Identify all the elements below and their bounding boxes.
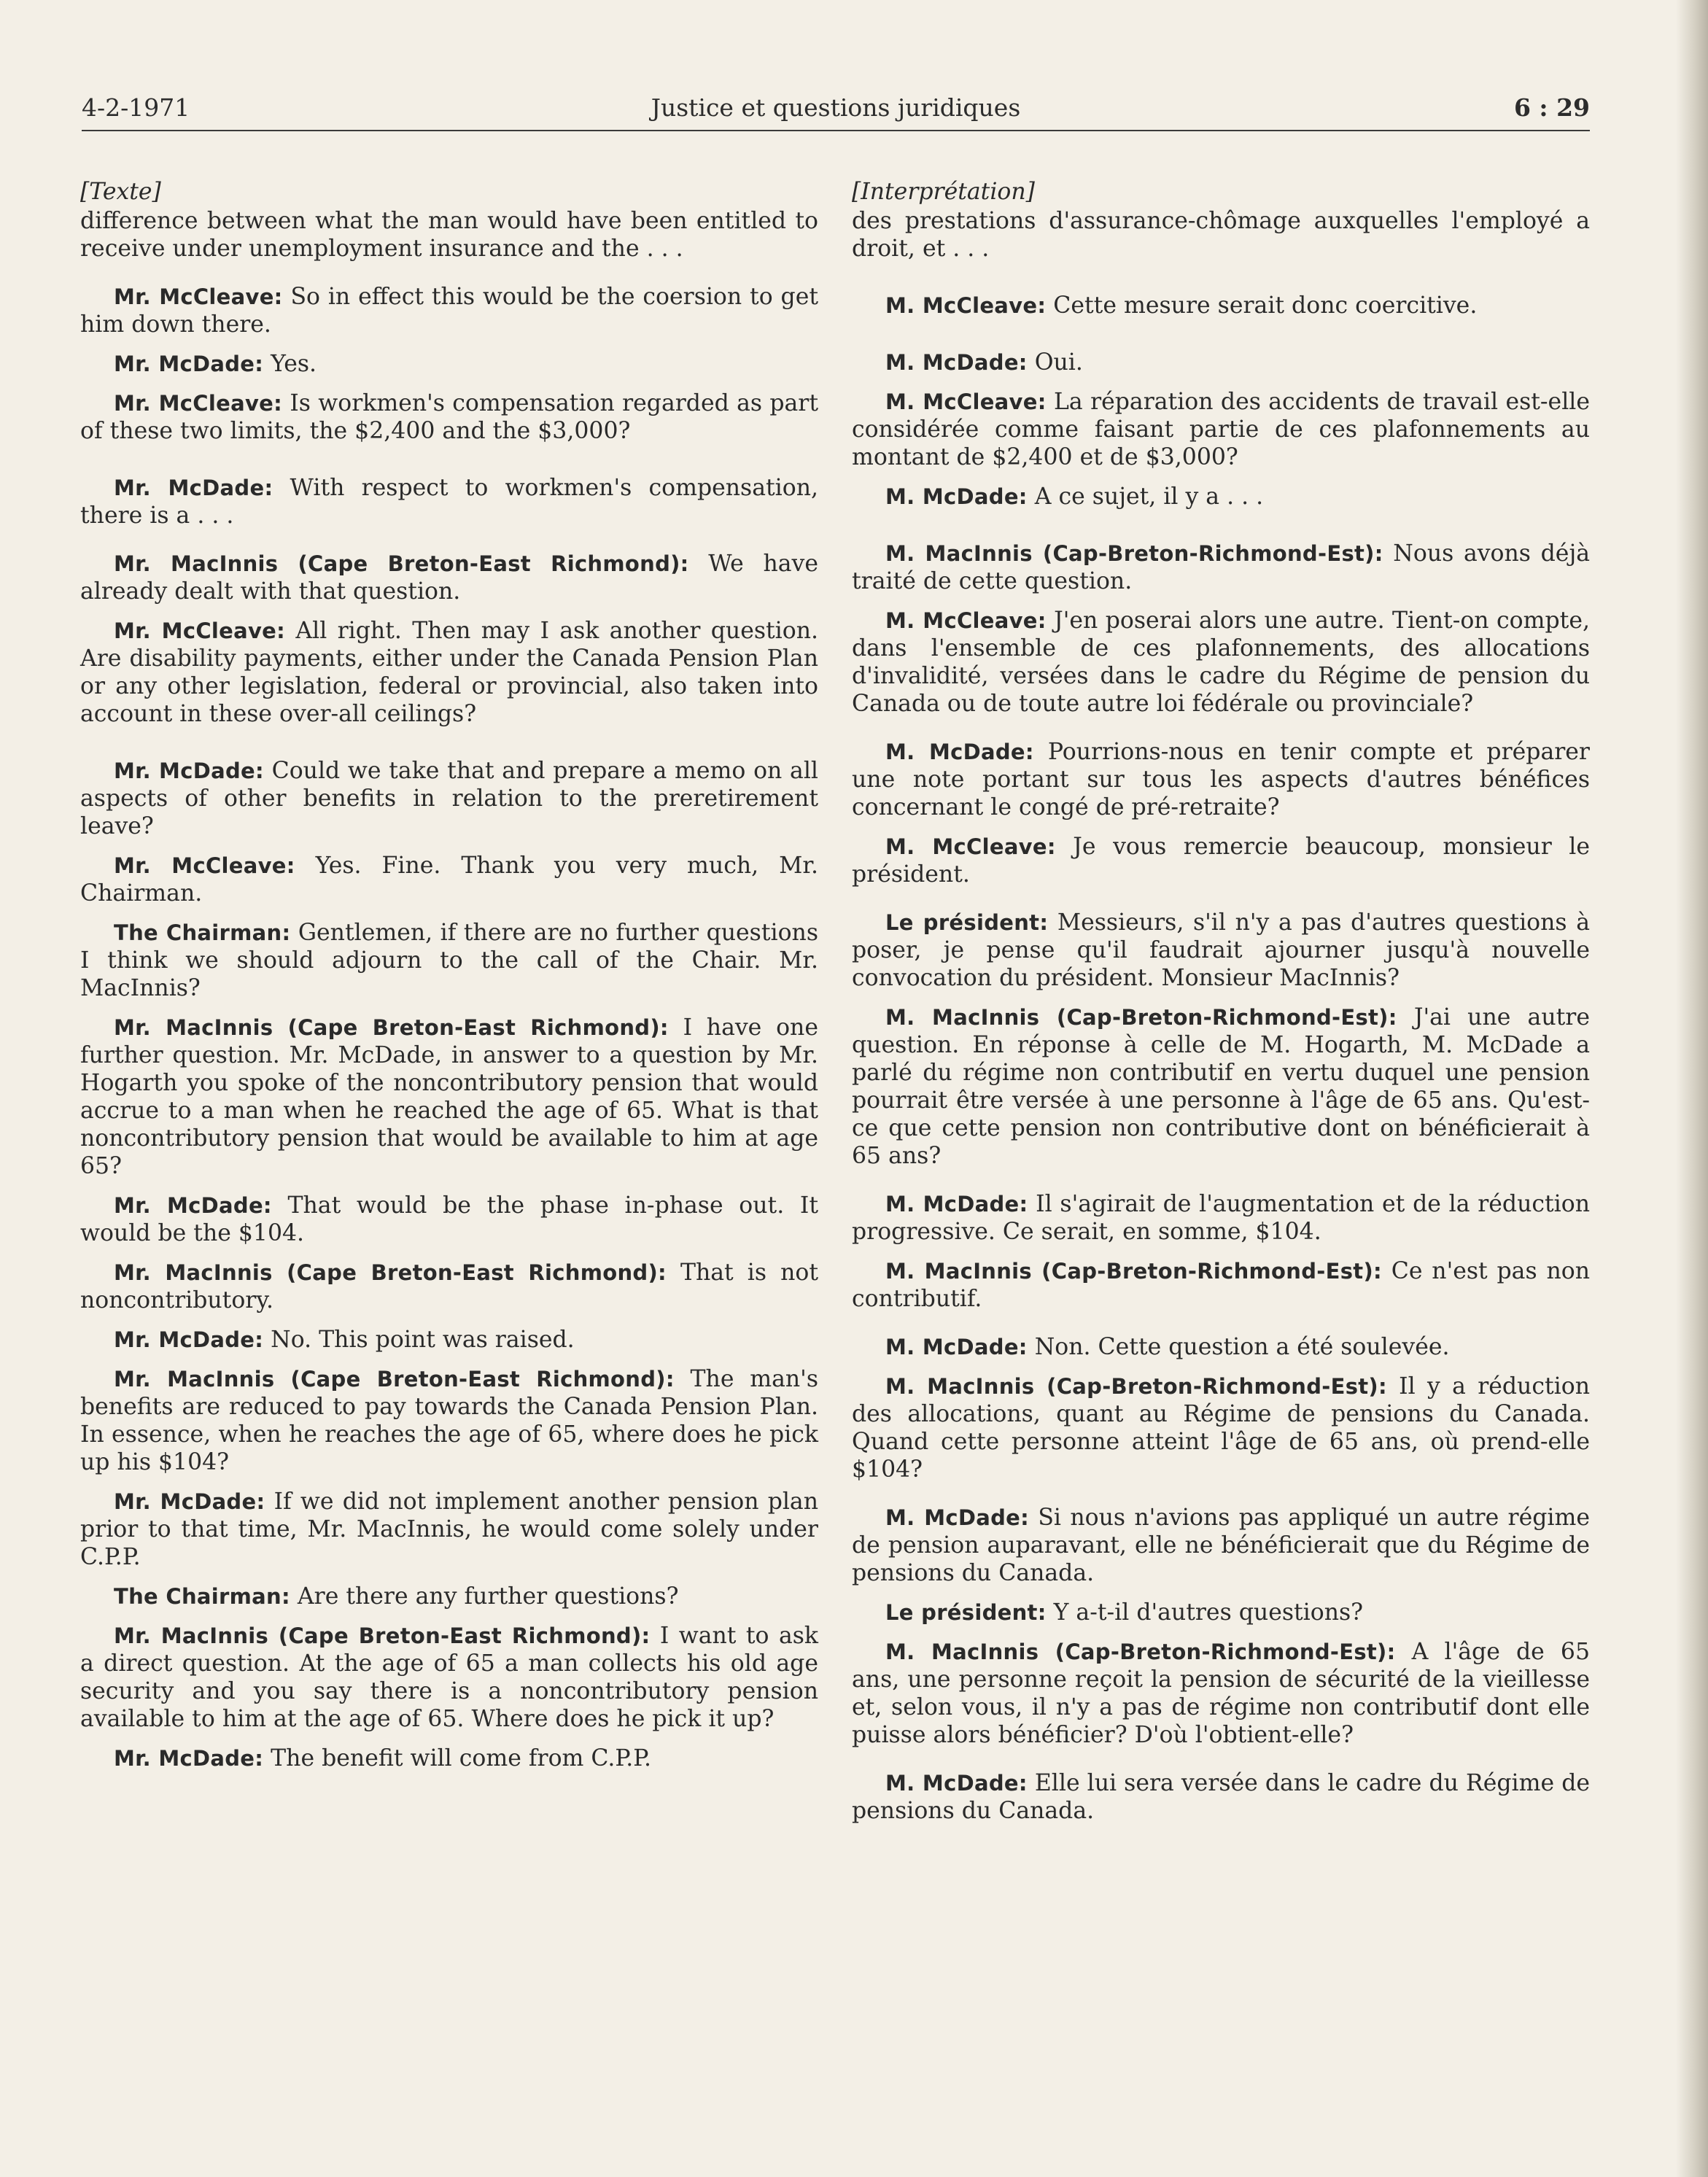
paragraph: M. MacInnis (Cap-Breton-Richmond-Est): Il y a réduction des allocations, quant au Régime de pensions du Canada. Quand cette personne atteint l'âge de 65 ans, où prend-elle $104? (852, 1373, 1590, 1483)
speaker-name: M. McDade: (885, 350, 1028, 375)
paragraph: M. McCleave: Je vous remercie beaucoup, monsieur le président. (852, 834, 1590, 888)
paragraph: Mr. McDade: With respect to workmen's compensation, there is a . . . (80, 475, 818, 529)
speaker-name: Mr. MacInnis (Cape Breton-East Richmond): (114, 1015, 669, 1040)
speaker-name: M. McDade: (885, 740, 1034, 764)
paragraph: Mr. McDade: Could we take that and prepare a memo on all aspects of other benefits in relation to the preretirement leave? (80, 758, 818, 839)
speaker-name: Mr. MacInnis (Cape Breton-East Richmond): (114, 551, 689, 576)
paragraph: M. McDade: Pourrions-nous en tenir compte et préparer une note portant sur tous les aspects d'autres bénéfices concernant le congé de pré-retraite? (852, 739, 1590, 820)
paragraph: M. McDade: Si nous n'avions pas appliqué un autre régime de pension auparavant, elle ne bénéficierait que du Régime de pensions du Canada. (852, 1505, 1590, 1586)
left-column-english (80, 178, 818, 1772)
paragraph: Mr. McDade: That would be the phase in-phase out. It would be the $104. (80, 1192, 818, 1246)
speaker-name: Mr. MacInnis (Cape Breton-East Richmond): (114, 1260, 667, 1285)
paragraph: Mr. McDade: No. This point was raised. (114, 1327, 575, 1353)
speaker-name: M. McDade: (885, 1192, 1028, 1216)
paragraph: M. McCleave: J'en poserai alors une autre. Tient-on compte, dans l'ensemble de ces plafonnements, des allocations d'invalidité, versées dans le cadre du Régime de pension du Canada ou de toute autre loi fédérale ou provinciale? (852, 608, 1590, 717)
speaker-name: M. McDade: (885, 484, 1028, 509)
speaker-name: M. McCleave: (885, 293, 1047, 318)
paragraph: Mr. McCleave: All right. Then may I ask another question. Are disability payments, either under the Canada Pension Plan or any other legislation, federal or provincial, also taken into account in these over-all ceilings? (80, 618, 818, 727)
paragraph: M. MacInnis (Cap-Breton-Richmond-Est): A l'âge de 65 ans, une personne reçoit la pension de sécurité de la vieillesse et, selon vous, il n'y a pas de régime non contributif dont elle puisse alors bénéficier? D'où l'obtient-elle? (852, 1639, 1590, 1748)
speaker-name: Le président: (885, 910, 1049, 935)
paragraph: Mr. McCleave: Is workmen's compensation regarded as part of these two limits, the $2,400 and the $3,000? (80, 390, 818, 444)
paragraph: M. McDade: Non. Cette question a été soulevée. (885, 1334, 1450, 1360)
speaker-name: Le président: (885, 1600, 1047, 1625)
header-title: Justice et questions juridiques (651, 93, 1021, 122)
paragraph: Le président: Messieurs, s'il n'y a pas d'autres questions à poser, je pense qu'il faudrait ajourner jusqu'à nouvelle convocation du président. Monsieur MacInnis? (852, 909, 1590, 991)
paragraph: Mr. MacInnis (Cape Breton-East Richmond): We have already dealt with that question. (80, 551, 818, 605)
paragraph: M. MacInnis (Cap-Breton-Richmond-Est): J'ai une autre question. En réponse à celle de M. Hogarth, M. McDade a parlé du régime non contributif en vertu duquel une pension pourrait être versée à une personne à l'âge de 65 ans. Qu'est-ce que cette pension non contributive dont on bénéficierait à 65 ans? (852, 1004, 1590, 1169)
speaker-name: M. McCleave: (885, 834, 1056, 859)
speaker-name: M. MacInnis (Cap-Breton-Richmond-Est): (885, 541, 1383, 566)
speaker-name: Mr. McDade: (114, 1489, 265, 1514)
speaker-name: The Chairman: (114, 1584, 290, 1609)
paragraph: M. McDade: Oui. (885, 349, 1083, 376)
paragraph: M. MacInnis (Cap-Breton-Richmond-Est): Ce n'est pas non contributif. (852, 1258, 1590, 1312)
speaker-name: Mr. McDade: (114, 352, 264, 376)
paragraph: Mr. McDade: The benefit will come from C.P.P. (114, 1745, 652, 1772)
header-page-number: 6 : 29 (1513, 93, 1590, 122)
paragraph: M. McDade: A ce sujet, il y a . . . (885, 484, 1264, 510)
right-column-french (852, 178, 1590, 1825)
page-binding-edge (1676, 0, 1708, 2177)
speaker-name: M. MacInnis (Cap-Breton-Richmond-Est): (885, 1374, 1387, 1399)
speaker-name: M. MacInnis (Cap-Breton-Richmond-Est): (885, 1639, 1396, 1664)
speaker-name: Mr. McCleave: (114, 391, 283, 416)
paragraph: The Chairman: Gentlemen, if there are no further questions I think we should adjourn to the call of the Chair. Mr. MacInnis? (80, 920, 818, 1001)
speaker-name: M. McCleave: (885, 608, 1047, 633)
speaker-name: Mr. McDade: (114, 476, 273, 500)
paragraph: Mr. MacInnis (Cape Breton-East Richmond): I want to ask a direct question. At the age of 65 a man collects his old age security and you say there is a noncontributory pension available to him at the age of 65. Where does he pick it up? (80, 1623, 818, 1732)
speaker-name: M. McDade: (885, 1771, 1028, 1796)
speaker-name: M. MacInnis (Cap-Breton-Richmond-Est): (885, 1259, 1382, 1284)
paragraph: M. McCleave: La réparation des accidents de travail est-elle considérée comme faisant partie de ces plafonnements au montant de $2,400 et de $3,000? (852, 389, 1590, 470)
language-tag: [Texte] (80, 179, 161, 205)
speaker-name: M. McCleave: (885, 389, 1047, 414)
header-date: 4-2-1971 (82, 93, 190, 122)
speaker-name: Mr. McDade: (114, 758, 264, 783)
speaker-name: M. McDade: (885, 1335, 1028, 1359)
speaker-name: Mr. McCleave: (114, 284, 283, 309)
speaker-name: Mr. McDade: (114, 1193, 272, 1218)
speaker-name: Mr. MacInnis (Cape Breton-East Richmond): (114, 1367, 675, 1392)
paragraph: M. McDade: Elle lui sera versée dans le cadre du Régime de pensions du Canada. (852, 1770, 1590, 1824)
paragraph: M. McCleave: Cette mesure serait donc coercitive. (885, 292, 1478, 319)
paragraph: des prestations d'assurance-chômage auxquelles l'employé a droit, et . . . (852, 208, 1590, 262)
paragraph: Mr. MacInnis (Cape Breton-East Richmond): The man's benefits are reduced to pay towards the Canada Pension Plan. In essence, when he reaches the age of 65, where does he pick up his $104? (80, 1366, 818, 1475)
speaker-name: M. MacInnis (Cap-Breton-Richmond-Est): (885, 1005, 1397, 1030)
paragraph: Mr. MacInnis (Cape Breton-East Richmond): That is not noncontributory. (80, 1260, 818, 1313)
speaker-name: Mr. McDade: (114, 1327, 264, 1352)
paragraph: Mr. MacInnis (Cape Breton-East Richmond): I have one further question. Mr. McDade, in answer to a question by Mr. Hogarth you spoke of the noncontributory pension that would accrue to a man when he reached the age of 65. What is that noncontributory pension that would be available to him at age 65? (80, 1014, 818, 1179)
paragraph: difference between what the man would have been entitled to receive under unemployment insurance and the . . . (80, 208, 818, 262)
running-header (82, 89, 1590, 131)
paragraph: M. MacInnis (Cap-Breton-Richmond-Est): Nous avons déjà traité de cette question. (852, 540, 1590, 594)
paragraph: The Chairman: Are there any further questions? (114, 1583, 679, 1610)
speaker-name: Mr. McDade: (114, 1746, 264, 1771)
paragraph: Le président: Y a-t-il d'autres questions? (885, 1599, 1364, 1626)
paragraph: Mr. McDade: If we did not implement another pension plan prior to that time, Mr. MacInnis, he would come solely under C.P.P. (80, 1489, 819, 1570)
speaker-name: Mr. MacInnis (Cape Breton-East Richmond): (114, 1623, 651, 1648)
speaker-name: M. McDade: (885, 1505, 1030, 1530)
speaker-name: Mr. McCleave: (114, 853, 295, 878)
paragraph: Mr. McDade: Yes. (114, 351, 317, 377)
paragraph: Mr. McCleave: Yes. Fine. Thank you very much, Mr. Chairman. (80, 853, 818, 907)
language-tag: [Interprétation] (852, 179, 1035, 205)
speaker-name: Mr. McCleave: (114, 618, 286, 643)
paragraph: M. McDade: Il s'agirait de l'augmentation et de la réduction progressive. Ce serait, en somme, $104. (852, 1191, 1590, 1245)
paragraph: Mr. McCleave: So in effect this would be the coersion to get him down there. (80, 284, 819, 338)
speaker-name: The Chairman: (114, 920, 291, 945)
